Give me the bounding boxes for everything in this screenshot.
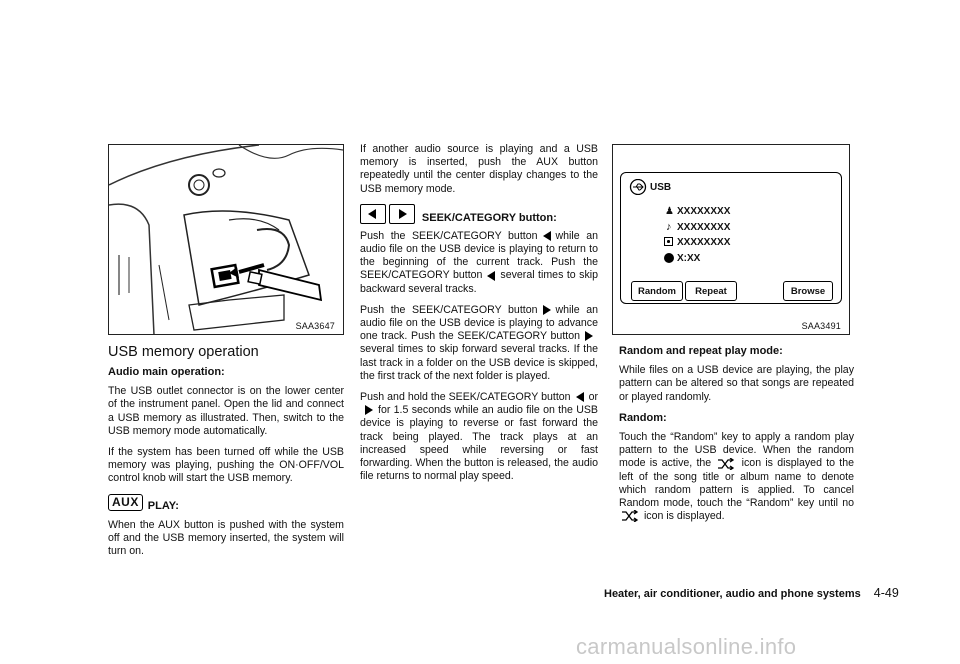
seek-back-icon — [543, 231, 551, 241]
text: Push and hold the SEEK/CATEGORY button — [360, 391, 571, 404]
watermark: carmanualsonline.info — [576, 634, 797, 659]
seek-forward-icon — [365, 405, 373, 415]
seek-heading-row — [360, 204, 598, 224]
usb-display-screen — [620, 172, 842, 304]
text: several times to skip backward several tracks. — [360, 269, 598, 295]
text: while an audio file on the USB device is playing to return to the beginning of the current track. Push the SEEK/CATEGORY button — [360, 229, 598, 282]
seek-forward-icon — [543, 305, 551, 315]
shuffle-icon — [717, 458, 735, 470]
album-name: XXXXXXXX — [677, 237, 731, 248]
text: Touch the “Random” key to apply a random play pattern to the USB device. When the random mode is active, the — [619, 431, 854, 470]
seek-forward-icon — [585, 331, 593, 341]
paragraph — [360, 230, 598, 296]
column-1 — [108, 366, 344, 566]
play-time: X:XX — [677, 253, 701, 264]
text: several times to skip forward several tracks. If the last track in a folder on the USB device is skipped, the first track of the next folder is played. — [360, 343, 598, 382]
text: or — [588, 391, 598, 404]
footer-section-title: Heater, air conditioner, audio and phone systems — [604, 588, 861, 600]
source-label: USB — [650, 182, 672, 193]
paragraph — [619, 431, 854, 523]
paragraph: When the AUX button is pushed with the system off and the USB memory inserted, the system will turn on. — [108, 518, 344, 558]
usb-icon — [629, 179, 647, 195]
paragraph — [360, 391, 598, 483]
seek-back-button-icon — [360, 204, 386, 224]
figure-label: SAA3491 — [801, 321, 841, 331]
section-title: USB memory operation — [108, 344, 259, 360]
text: icon is displayed to the left of the song title or album name to denote which random pattern is applied. To cancel Random mode, touch the “Random” key until no — [619, 457, 854, 510]
text: while an audio file on the USB device is playing to advance one track. Push the SEEK/CATEGORY button — [360, 303, 598, 343]
paragraph — [360, 304, 598, 383]
aux-button-icon: AUX — [108, 494, 143, 511]
column-3 — [619, 345, 854, 531]
paragraph: The USB outlet connector is on the lower center of the instrument panel. Open the lid and connect a USB memory as illustrated. Then, switch to the USB memory mode automatically. — [108, 385, 344, 437]
dashboard-usb-drawing — [109, 145, 343, 334]
repeat-button[interactable]: Repeat — [685, 281, 737, 301]
album-icon — [664, 237, 673, 246]
shuffle-icon — [621, 510, 639, 522]
paragraph: If another audio source is playing and a USB memory is inserted, push the AUX button repeatedly until the center display changes to the USB memory mode. — [360, 143, 598, 195]
usb-connector-illustration — [108, 144, 344, 335]
clock-icon — [664, 253, 674, 263]
seek-back-icon — [487, 271, 495, 281]
song-icon: ♪ — [666, 221, 672, 233]
artist-icon: ♟ — [665, 206, 674, 217]
seek-heading: SEEK/CATEGORY button: — [421, 211, 557, 224]
figure-label: SAA3647 — [295, 321, 335, 331]
column-2 — [360, 143, 598, 491]
random-heading: Random: — [619, 411, 667, 424]
play-heading: PLAY: — [147, 500, 179, 513]
seek-back-icon — [576, 392, 584, 402]
text: Push the SEEK/CATEGORY button — [360, 303, 538, 316]
paragraph: While files on a USB device are playing, the play pattern can be altered so that songs are repeated or played randomly. — [619, 364, 854, 403]
aux-play-heading — [108, 494, 344, 511]
page-number: 4-49 — [873, 586, 899, 600]
random-button[interactable]: Random — [631, 281, 683, 301]
random-repeat-heading: Random and repeat play mode: — [619, 345, 783, 357]
text: for 1.5 seconds while an audio file on the USB device is playing to reverse or fast forward the track being played. The track plays at an increased speed while reversing or fast forwarding. When the button is released, the audio file returns to normal play speed. — [360, 404, 598, 483]
artist-name: XXXXXXXX — [677, 206, 731, 217]
seek-forward-button-icon — [389, 204, 415, 224]
browse-button[interactable]: Browse — [783, 281, 833, 301]
paragraph: If the system has been turned off while the USB memory was playing, pushing the ON·OFF/VOL control knob will start the USB memory. — [108, 446, 344, 485]
text: Push the SEEK/CATEGORY button — [360, 229, 538, 242]
text: icon is displayed. — [643, 510, 725, 523]
audio-main-heading: Audio main operation: — [108, 366, 225, 378]
page-footer — [604, 586, 899, 600]
song-title: XXXXXXXX — [677, 222, 731, 233]
